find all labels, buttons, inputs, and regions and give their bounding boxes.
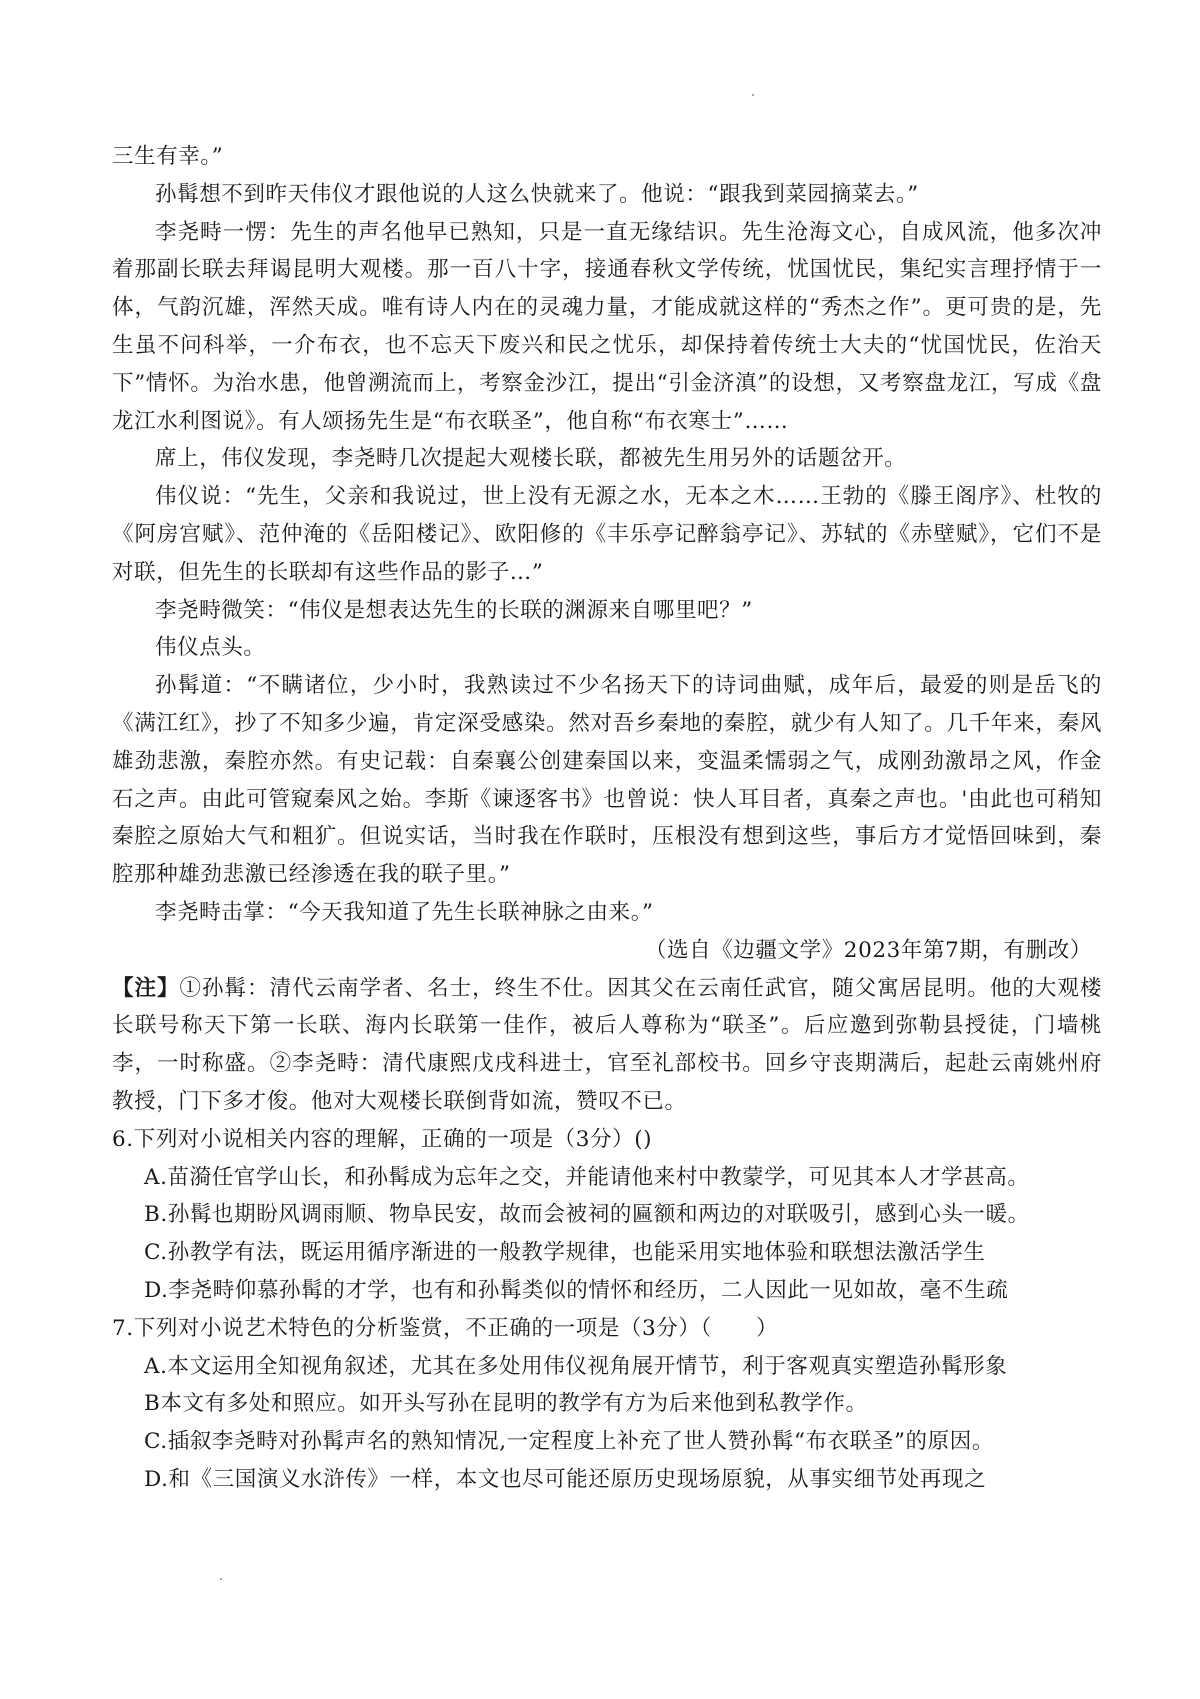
story-paragraph-8: 孙髯道：“不瞒诸位，少小时，我熟读过不少名扬天下的诗词曲赋，成年后，最爱的则是岳飞的《满江红》，抄了不知多少遍，肯定深受感染。然对吾乡秦地的秦腔，就少有人知了。几千年来，秦风雄劲悲激，秦腔亦然。有史记载：自秦襄公创建秦国以来，变温柔懦弱之气，成刚劲激昂之风，作金石之声。由此可管窥秦风之始。李斯《谏逐客书》也曾说：快人耳目者，真秦之声也。'由此也可稍知秦腔之原始大气和粗犷。但说实话，当时我在作联时，压根没有想到这些，事后方才觉悟回味到，秦腔那种雄劲悲激已经渗透在我的联子里。” [112,673,1102,888]
story-paragraph-6: 李尧畤微笑：“伟仪是想表达先生的长联的渊源来自哪里吧？” [155,597,753,623]
question-6-option-c[interactable]: C.孙教学有法，既运用循序渐进的一般教学规律，也能采用实地体验和联想法激活学生 [144,1240,986,1266]
story-paragraph-3: 李尧畤一愣：先生的声名他早已熟知，只是一直无缘结识。先生沧海文心，自成风流，他多次冲着那副长联去拜谒昆明大观楼。那一百八十字，接通春秋文学传统，忧国忧民，集纪实言理抒情于一体，气韵沉雄，浑然天成。唯有诗人内在的灵魂力量，才能成就这样的“秀杰之作”。更可贵的是，先生虽不问科举，一介布衣，也不忘天下废兴和民之忧乐，却保持着传统士大夫的“忧国忧民，佐治天下”情怀。为治水患，他曾溯流而上，考察金沙江，提出“引金济滇”的设想，又考察盘龙江，写成《盘龙江水利图说》。有人颂扬先生是“布衣联圣”，他自称“布衣寒士”…… [112,219,1102,434]
question-7-option-a[interactable]: A.本文运用全知视角叙述，尤其在多处用伟仪视角展开情节，利于客观真实塑造孙髯形象 [144,1353,1008,1379]
question-6-stem: 6.下列对小说相关内容的理解，正确的一项是（3分）() [112,1126,653,1152]
story-paragraph-5: 伟仪说：“先生，父亲和我说过，世上没有无源之水，无本之木……王勃的《滕王阁序》、杜牧的《阿房宫赋》、范仲淹的《岳阳楼记》、欧阳修的《丰乐亭记醉翁亭记》、苏轼的《赤壁赋》，它们不是对联，但先生的长联却有这些作品的影子…” [112,484,1102,585]
story-paragraph-4: 席上，伟仪发现，李尧畤几次提起大观楼长联，都被先生用另外的话题岔开。 [155,446,907,472]
note-tag: 【注】 [112,975,180,1001]
story-paragraph-1: 三生有幸。” [112,144,224,169]
question-6-option-a[interactable]: A.苗漪任官学山长，和孙髯成为忘年之交，并能请他来村中教蒙学，可见其本人才学甚高。 [144,1164,1030,1190]
scan-speck [752,94,754,96]
scan-speck [220,1578,222,1580]
question-6-option-b[interactable]: B.孙髯也期盼风调雨顺、物阜民安，故而会被祠的匾额和两边的对联吸引，感到心头一暖。 [144,1202,1030,1228]
question-7-stem: 7.下列对小说艺术特色的分析鉴赏，不正确的一项是（3分）（ ） [112,1315,779,1341]
question-7-option-d[interactable]: D.和《三国演义水浒传》一样，本文也尽可能还原历史现场原貌，从事实细节处再现之 [144,1466,987,1492]
question-6 [112,1121,1102,1310]
story-paragraph-2: 孙髯想不到昨天伟仪才跟他说的人这么快就来了。他说：“跟我到菜园摘菜去。” [155,181,919,207]
annotation-note [112,970,1102,1121]
question-7 [112,1310,1102,1499]
source-citation: （选自《边疆文学》2023年第7期，有删改） [644,937,1092,963]
story-paragraph-7: 伟仪点头。 [155,635,266,661]
story-paragraph-9: 李尧畤击掌：“今天我知道了先生长联神脉之由来。” [155,899,654,925]
reading-passage [112,138,1102,1499]
question-7-option-c[interactable]: C.插叙李尧畤对孙髯声名的熟知情况,一定程度上补充了世人赞孙髯“布衣联圣”的原因。 [144,1429,994,1455]
note-text: ①孙髯：清代云南学者、名士，终生不仕。因其父在云南任武官，随父寓居昆明。他的大观楼长联号称天下第一长联、海内长联第一佳作，被后人尊称为“联圣”。后应邀到弥勒县授徒，门墙桃李，一时称盛。②李尧畤：清代康熙戊戌科进士，官至礼部校书。回乡守丧期满后，起赴云南姚州府教授，门下多才俊。他对大观楼长联倒背如流，赞叹不已。 [112,975,1102,1114]
question-7-option-b[interactable]: B本文有多处和照应。如开头写孙在昆明的教学有方为后来他到私教学作。 [144,1391,868,1417]
question-6-option-d[interactable]: D.李尧畤仰慕孙髯的才学，也有和孙髯类似的情怀和经历，二人因此一见如故，毫不生疏 [144,1277,1009,1303]
